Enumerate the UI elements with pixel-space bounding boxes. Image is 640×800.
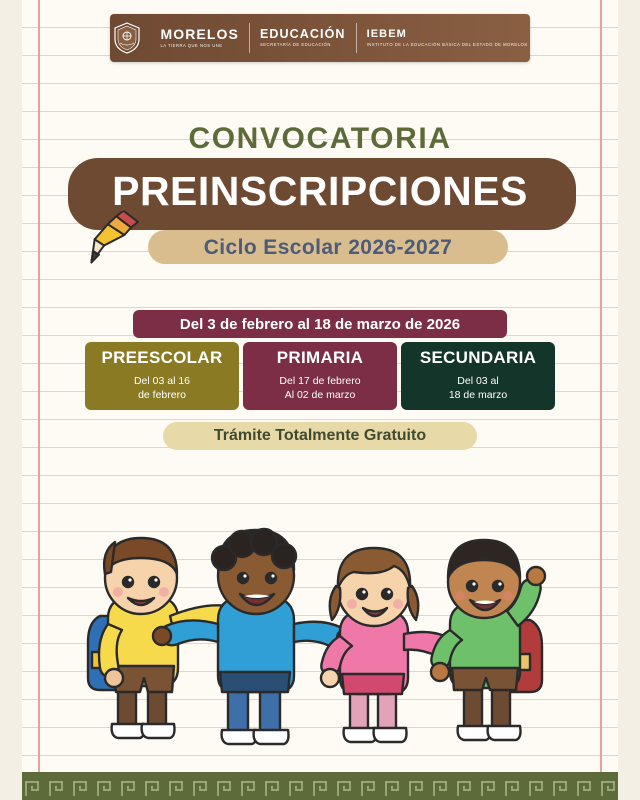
level-dates-secundaria (405, 374, 551, 402)
brand-divider-1 (249, 23, 250, 53)
brand-iebem-title: IEBEM (366, 28, 407, 41)
four-children-hugging-illustration (78, 466, 562, 766)
brand-morelos (160, 27, 238, 48)
paper-margin-line-right (600, 0, 602, 800)
level-dates-secundaria-line1: Del 03 al (457, 375, 499, 387)
paper-margin-line-left (38, 0, 40, 800)
level-card-preescolar (85, 342, 239, 410)
level-dates-preescolar-line1: Del 03 al 16 (133, 375, 191, 387)
level-dates-primaria (247, 374, 393, 402)
level-card-primaria (243, 342, 397, 410)
level-name-primaria: PRIMARIA (276, 348, 364, 367)
level-dates-primaria-line1: Del 17 de febrero (279, 375, 361, 387)
free-procedure-text: Trámite Totalmente Gratuito (213, 427, 427, 444)
registration-period-banner (133, 310, 507, 338)
greca-pattern-icon (22, 772, 618, 800)
brand-morelos-title: MORELOS (160, 26, 239, 43)
levels-row (85, 342, 555, 410)
brand-educacion-title: EDUCACIÓN (259, 27, 346, 42)
school-cycle-label: Ciclo Escolar 2026-2027 (203, 236, 453, 259)
level-dates-secundaria-line2: 18 de marzo (448, 389, 508, 402)
morelos-coat-of-arms-icon (112, 22, 142, 54)
institutional-header-bar (110, 14, 530, 62)
paper-right-edge (618, 0, 640, 800)
brand-iebem-subtitle: INSTITUTO DE LA EDUCACIÓN BÁSICA DEL ESTADO DE MORELOS (366, 41, 528, 47)
poster-title: PREINSCRIPCIONES (112, 168, 528, 214)
decorative-bottom-band (22, 772, 618, 800)
level-dates-preescolar (89, 374, 235, 402)
brand-morelos-subtitle: LA TIERRA QUE NOS UNE (160, 43, 223, 49)
free-procedure-banner (163, 422, 477, 450)
paper-left-edge (0, 0, 22, 800)
level-name-preescolar: PREESCOLAR (101, 348, 223, 367)
level-name-secundaria: SECUNDARIA (419, 348, 537, 367)
registration-period-text: Del 3 de febrero al 18 de marzo de 2026 (179, 315, 461, 333)
brand-divider-2 (356, 23, 357, 53)
poster-eyebrow: CONVOCATORIA (188, 122, 452, 155)
level-dates-primaria-line2: Al 02 de marzo (284, 389, 356, 402)
level-card-secundaria (401, 342, 555, 410)
brand-group (112, 22, 527, 54)
brand-educacion (260, 28, 346, 48)
brand-educacion-subtitle: SECRETARÍA DE EDUCACIÓN (259, 42, 331, 48)
level-dates-preescolar-line2: de febrero (138, 389, 186, 402)
brand-iebem (367, 29, 528, 47)
